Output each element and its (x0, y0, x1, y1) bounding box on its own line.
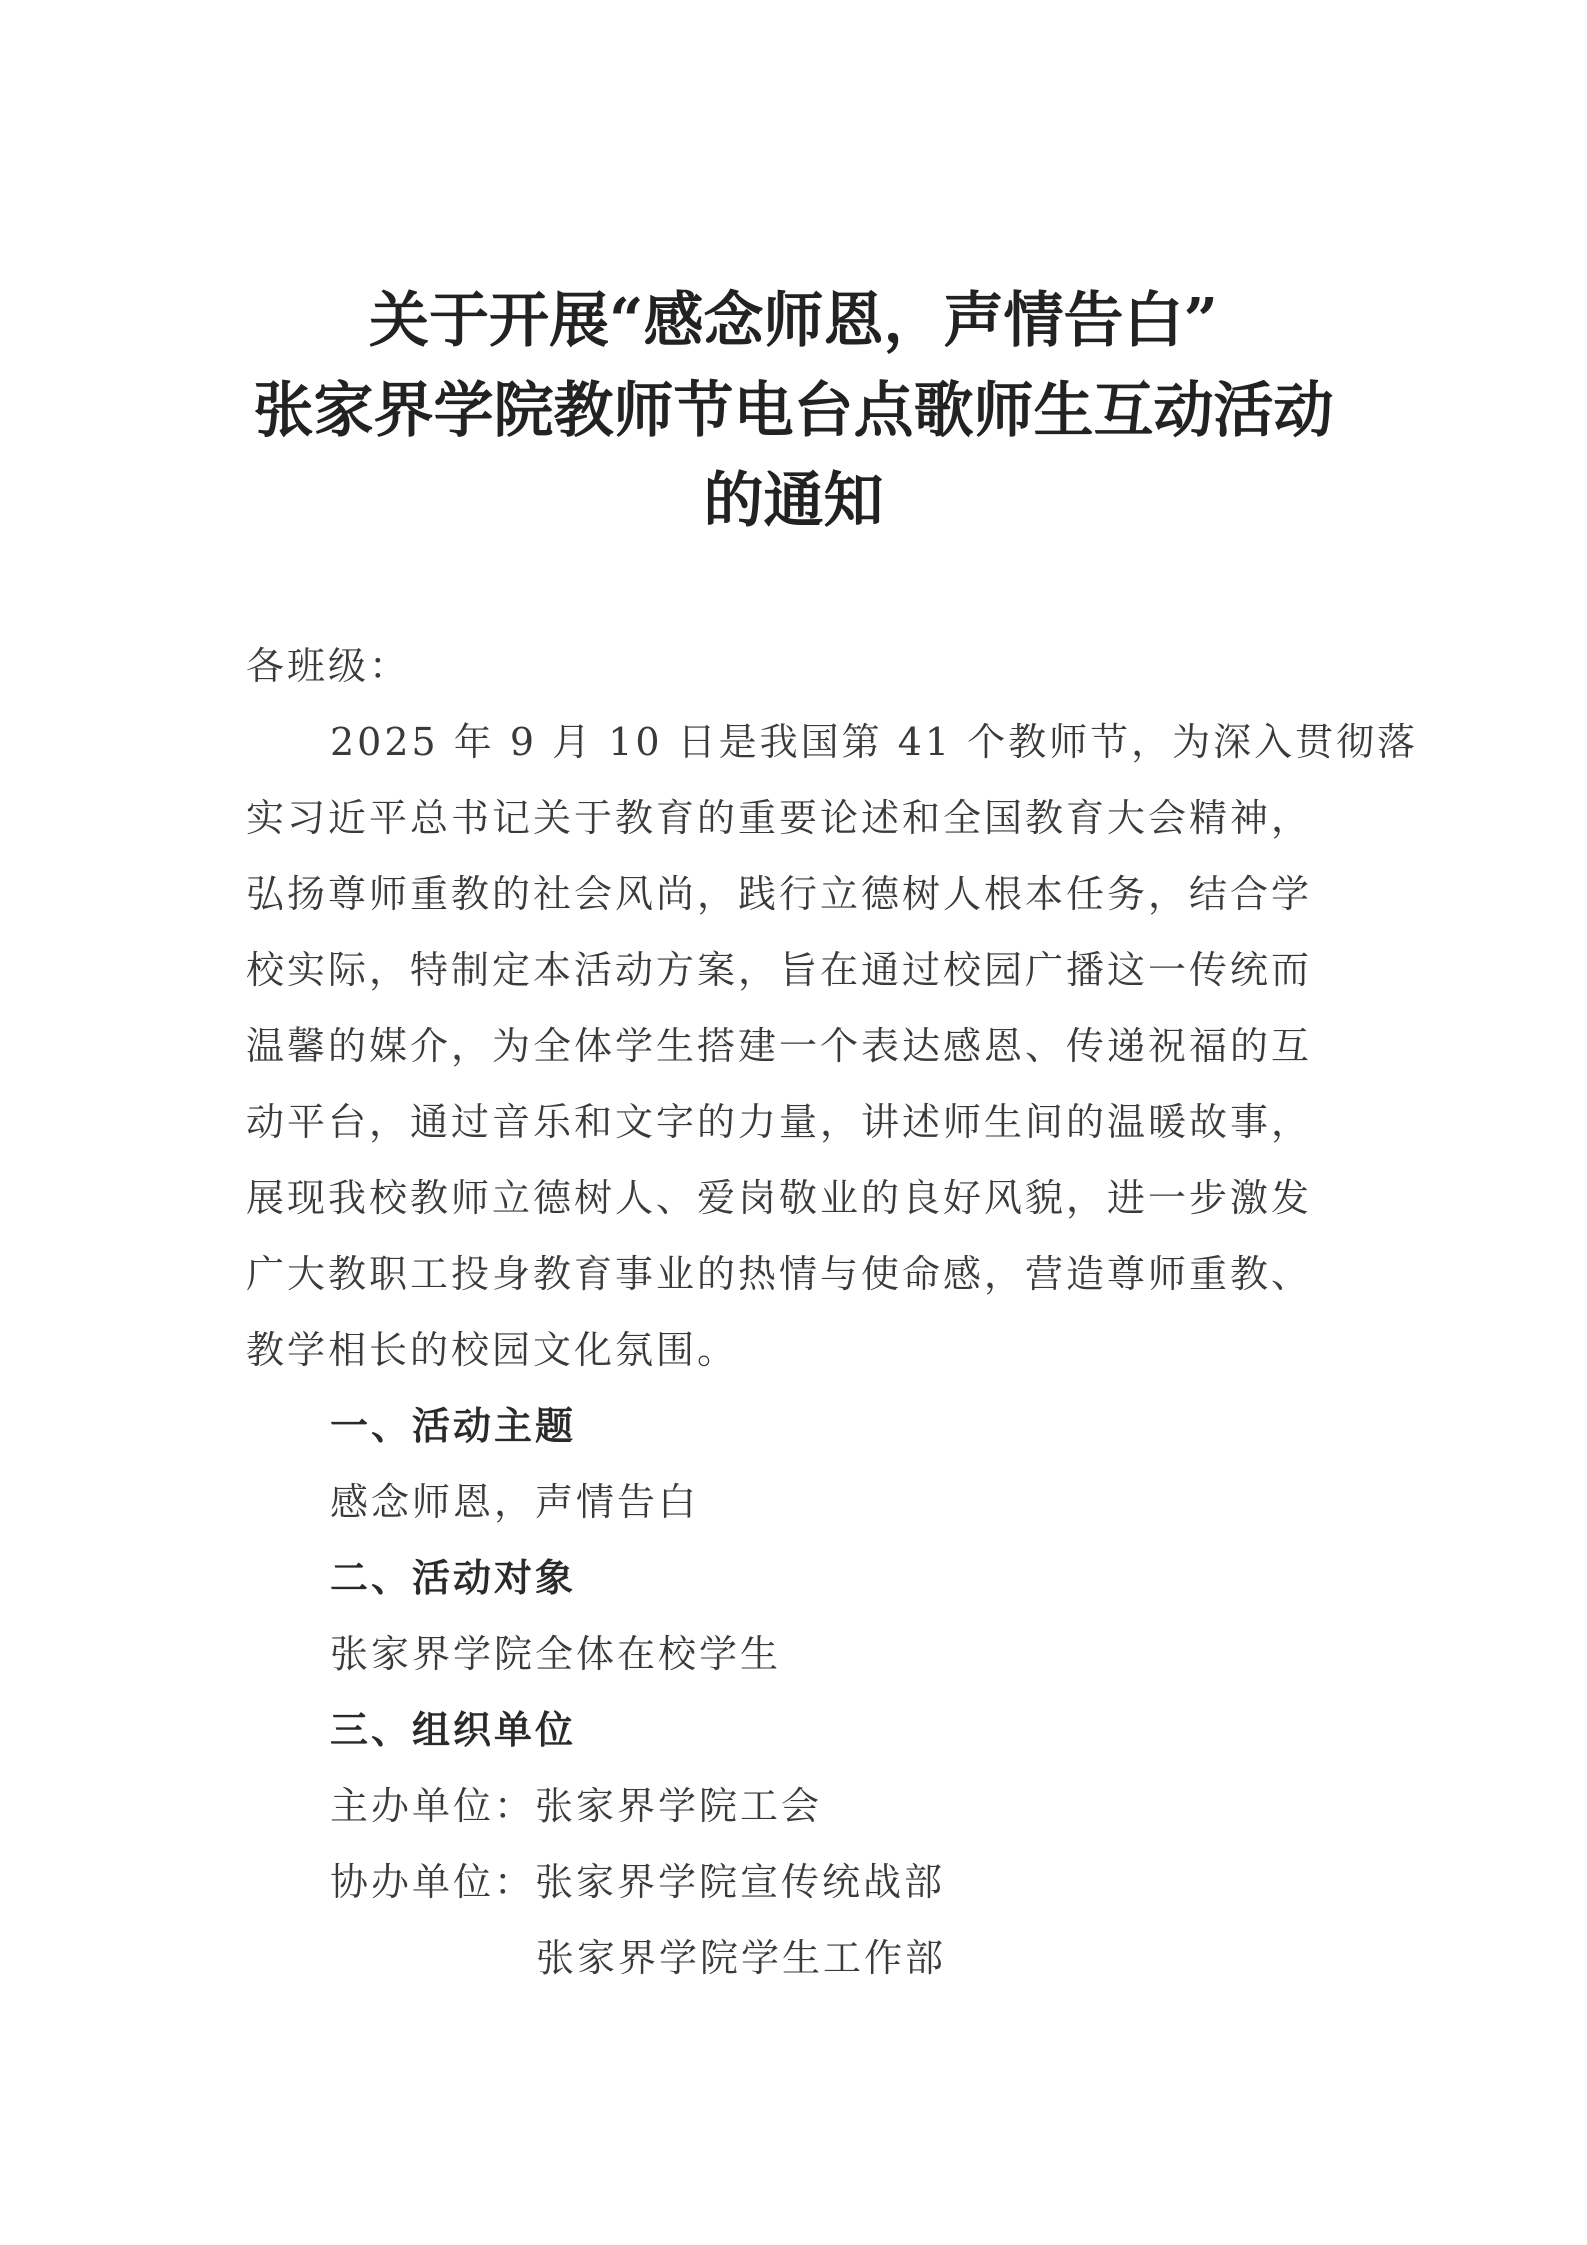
intro-paragraph (246, 704, 1419, 1388)
section-content-audience: 张家界学院全体在校学生 (330, 1632, 782, 1676)
title-line-2: 张家界学院教师节电台点歌师生互动活动 (253, 376, 1334, 446)
intro-line: 温馨的媒介，为全体学生搭建一个表达感恩、传递祝福的互 (246, 1024, 1313, 1068)
title-line-1: 关于开展“感念师恩，声情告白” (368, 286, 1219, 356)
intro-line: 展现我校教师立德树人、爱岗敬业的良好风貌，进一步激发 (246, 1176, 1313, 1220)
intro-line: 实习近平总书记关于教育的重要论述和全国教育大会精神， (246, 796, 1313, 840)
section-heading-audience: 二、活动对象 (330, 1556, 577, 1600)
intro-line: 广大教职工投身教育事业的热情与使命感，营造尊师重教、 (246, 1252, 1313, 1296)
intro-line: 弘扬尊师重教的社会风尚，践行立德树人根本任务，结合学 (246, 872, 1313, 916)
section-heading-theme: 一、活动主题 (330, 1404, 577, 1448)
intro-line: 动平台，通过音乐和文字的力量，讲述师生间的温暖故事， (246, 1100, 1313, 1144)
intro-line: 教学相长的校园文化氛围。 (246, 1328, 739, 1372)
host-organizer: 主办单位：张家界学院工会 (330, 1784, 823, 1828)
co-host-organizer: 协办单位：张家界学院宣传统战部 (330, 1860, 946, 1904)
intro-line: 校实际，特制定本活动方案，旨在通过校园广播这一传统而 (246, 948, 1313, 992)
document-title (200, 276, 1387, 546)
section-heading-organizers: 三、组织单位 (330, 1708, 577, 1752)
document-body (246, 628, 1419, 1996)
title-line-3: 的通知 (703, 466, 884, 536)
section-content-theme: 感念师恩，声情告白 (330, 1480, 700, 1524)
salutation: 各班级： (246, 644, 411, 688)
intro-line: 2025 年 9 月 10 日是我国第 41 个教师节，为深入贯彻落 (330, 720, 1419, 764)
co-host-organizer-2: 张家界学院学生工作部 (536, 1936, 947, 1980)
